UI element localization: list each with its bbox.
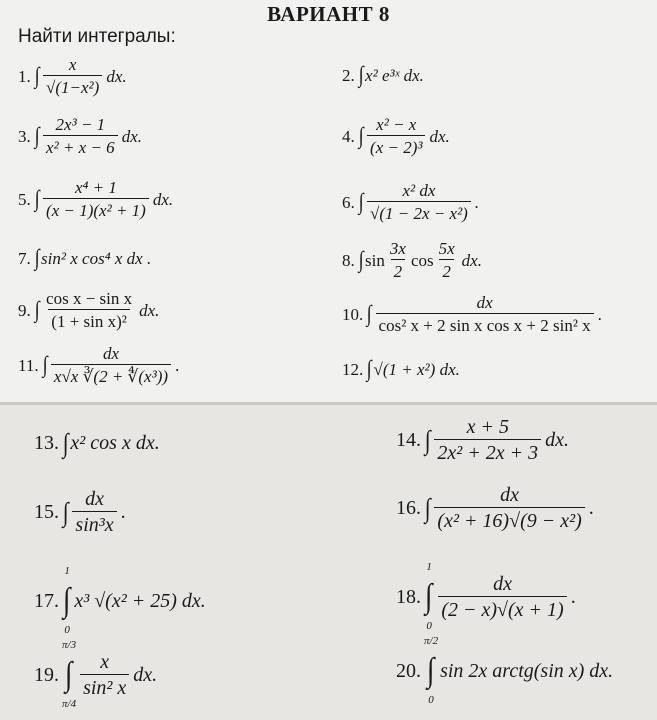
fraction (43, 56, 102, 96)
period: . (597, 304, 602, 324)
problem-number: 5. (18, 189, 31, 209)
fraction (387, 240, 409, 280)
problem-number: 20. (396, 660, 421, 682)
integral-sign: ∫ (34, 296, 40, 322)
denominator: (2 − x)√(x + 1) (438, 596, 566, 620)
problem-number: 9. (18, 300, 31, 320)
integral-sign: ∫ (366, 355, 372, 381)
problem-17 (34, 566, 206, 636)
integral-sign: ∫ (358, 61, 364, 87)
fraction (376, 294, 594, 334)
integrand: √(1 + x²) dx. (373, 359, 460, 379)
problem-number: 14. (396, 429, 421, 451)
integral-with-limits (62, 566, 72, 636)
integral-sign: ∫ (62, 582, 71, 619)
fraction (367, 116, 425, 156)
lower-limit: 0 (64, 624, 70, 636)
numerator: dx (476, 293, 493, 312)
numerator: x² − x (376, 115, 417, 134)
integral-with-limits (62, 640, 76, 710)
problem-19 (34, 640, 157, 710)
fraction (43, 179, 149, 219)
integral-sign: ∫ (64, 656, 73, 693)
problem-14 (396, 412, 569, 468)
upper-limit: 1 (64, 565, 70, 577)
fraction (438, 574, 566, 620)
fraction (434, 417, 541, 463)
problem-6 (342, 178, 479, 226)
problem-7 (18, 245, 151, 271)
lower-limit: 0 (428, 694, 434, 706)
integral-sign: ∫ (358, 246, 364, 272)
integrand: sin 2x arctg(sin x) dx. (440, 660, 614, 682)
numerator: x (100, 651, 110, 673)
integral-with-limits (424, 562, 434, 632)
lower-limit: π/4 (62, 698, 77, 710)
differential: dx. (545, 429, 570, 451)
problem-8 (342, 236, 482, 284)
integral-sign: ∫ (424, 424, 431, 455)
problem-number: 18. (396, 586, 421, 608)
fraction (72, 489, 116, 535)
problem-20 (396, 636, 613, 706)
denominator: √(1−x²) (43, 75, 102, 96)
page-title: ВАРИАНТ 8 (267, 2, 390, 26)
problem-number: 16. (396, 497, 421, 519)
integral-sign: ∫ (34, 185, 40, 211)
denominator: (x² + 16)√(9 − x²) (434, 507, 584, 531)
fraction (80, 652, 129, 698)
problem-12 (342, 356, 460, 382)
problem-3 (18, 112, 142, 160)
problem-4 (342, 112, 450, 160)
problem-13 (34, 428, 160, 458)
problem-11 (18, 340, 179, 390)
problem-18 (396, 562, 576, 632)
problem-number: 17. (34, 590, 59, 612)
differential: dx. (429, 126, 450, 146)
denominator: x² + x − 6 (43, 135, 118, 156)
integrand: x³ √(x² + 25) dx. (74, 590, 206, 612)
integral-sign: ∫ (426, 652, 435, 689)
upper-limit: 1 (426, 561, 432, 573)
numerator: dx (500, 484, 520, 506)
integral-sign: ∫ (34, 244, 40, 270)
problem-number: 8. (342, 250, 355, 270)
integral-sign: ∫ (34, 62, 40, 88)
integral-sign: ∫ (366, 300, 372, 326)
problem-number: 10. (342, 304, 364, 324)
numerator: dx (493, 573, 512, 595)
problem-number: 13. (34, 432, 59, 454)
denominator: (1 + sin x)² (48, 309, 130, 330)
integral-sign: ∫ (42, 351, 48, 377)
problem-number: 1. (18, 66, 31, 86)
integral-with-limits (424, 636, 438, 706)
integrand: sin² x cos⁴ x dx . (41, 248, 152, 268)
fraction (367, 182, 471, 222)
problem-number: 3. (18, 126, 31, 146)
problem-10 (342, 290, 602, 338)
problem-number: 19. (34, 664, 59, 686)
period: . (570, 586, 576, 608)
fraction (434, 485, 584, 531)
integrand: x² e³ˣ dx. (365, 65, 424, 85)
period: . (175, 355, 180, 375)
numerator: x + 5 (466, 416, 509, 438)
differential: dx. (152, 189, 174, 209)
problem-5 (18, 174, 173, 224)
problem-number: 15. (34, 501, 59, 523)
denominator: √(1 − 2x − x²) (367, 201, 471, 222)
denominator: (x − 1)(x² + 1) (43, 198, 149, 219)
problem-number: 2. (342, 65, 355, 85)
denominator: sin² x (80, 674, 129, 698)
differential: dx. (121, 126, 142, 146)
numerator: dx (85, 488, 104, 510)
fraction (51, 345, 171, 385)
integral-sign: ∫ (424, 578, 433, 615)
integral-sign: ∫ (34, 122, 40, 148)
lower-limit: 0 (426, 620, 432, 632)
problem-number: 4. (342, 126, 355, 146)
denominator: 2 (391, 259, 406, 280)
numerator: 2x³ − 1 (55, 115, 106, 134)
instruction-text: Найти интегралы: (18, 26, 176, 47)
upper-limit: π/3 (62, 639, 77, 651)
fraction (43, 290, 135, 330)
problem-number: 7. (18, 248, 31, 268)
integral-sign: ∫ (62, 427, 69, 458)
problem-2 (342, 62, 424, 88)
integral-sign: ∫ (358, 188, 364, 214)
denominator: 2x² + 2x + 3 (434, 439, 541, 463)
function-cos: cos (410, 250, 434, 270)
integral-sign: ∫ (62, 496, 69, 527)
problem-number: 11. (18, 355, 39, 375)
fraction (436, 240, 458, 280)
problem-number: 6. (342, 192, 355, 212)
period: . (588, 497, 594, 519)
problem-1 (18, 52, 127, 100)
denominator: (x − 2)³ (367, 135, 425, 156)
fraction (43, 116, 118, 156)
function-sin: sin (365, 250, 385, 270)
upper-limit: π/2 (424, 635, 439, 647)
problem-number: 12. (342, 359, 364, 379)
integrand: x² cos x dx. (70, 432, 160, 454)
numerator: 3x (389, 239, 406, 258)
denominator: sin³x (72, 511, 116, 535)
differential: dx. (106, 66, 127, 86)
denominator: 2 (439, 259, 454, 280)
numerator: x⁴ + 1 (74, 178, 117, 197)
numerator: x² dx (402, 181, 436, 200)
problem-15 (34, 484, 126, 540)
numerator: 5x (438, 239, 455, 258)
denominator: cos² x + 2 sin x cos x + 2 sin² x (376, 313, 594, 334)
integral-sign: ∫ (424, 492, 431, 523)
differential: dx. (139, 300, 160, 320)
numerator: dx (102, 344, 119, 363)
numerator: cos x − sin x (46, 289, 133, 308)
differential: dx. (461, 250, 482, 270)
numerator: x (68, 55, 77, 74)
differential: dx. (133, 664, 158, 686)
problem-16 (396, 478, 594, 538)
sheet-edge (0, 402, 657, 405)
period: . (120, 501, 126, 523)
integral-sign: ∫ (358, 122, 364, 148)
differential: . (474, 192, 480, 212)
problem-9 (18, 286, 159, 334)
denominator: x√x ∛(2 + ∜(x³)) (51, 364, 171, 385)
